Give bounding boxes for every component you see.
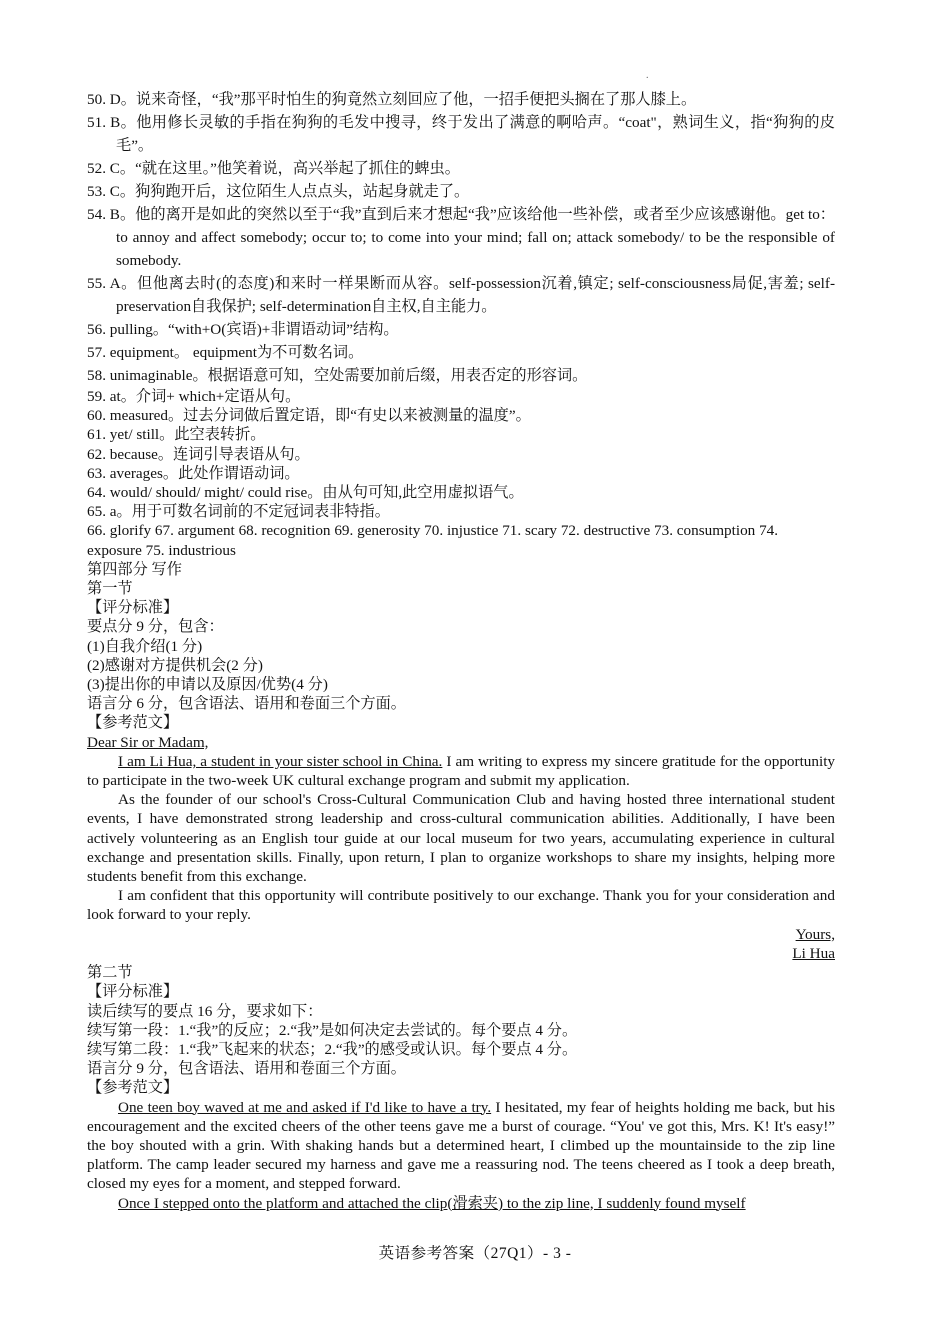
answer-item: 60. measured。过去分词做后置定语，即“有史以来被测量的温度”。	[87, 407, 531, 425]
answer-item: 66. glorify 67. argument 68. recognition 69. generosity 70. injustice 71. scary 72. destructive 73. consumption 74. exposure 75. industrious	[87, 522, 779, 559]
section1-criteria-line: 要点分 9 分，包含：	[87, 618, 224, 636]
answer-item: 64. would/ should/ might/ could rise。由从句可知,此空用虚拟语气。	[87, 484, 524, 502]
letter-paragraph-1	[87, 752, 835, 790]
answer-item: 52. C。“就在这里。”他笑着说，高兴举起了抓住的蜱虫。	[87, 160, 460, 177]
section2-criteria-line: 读后续写的要点 16 分，要求如下：	[87, 1002, 323, 1020]
answer-item: 51. B。他用修长灵敏的手指在狗狗的毛发中搜寻，终于发出了满意的啊哈声。“coat"，熟词生义，指“狗狗的皮毛”。	[87, 114, 835, 154]
answer-item: 65. a。用于可数名词前的不定冠词表非特指。	[87, 503, 390, 521]
letter-topic-sentence: I am Li Hua, a student in your sister school in China.	[118, 752, 443, 770]
answer-item: 59. at。介词+ which+定语从句。	[87, 388, 301, 405]
part4-title: 第四部分 写作	[87, 560, 182, 578]
answer-item: 56. pulling。“with+O(宾语)+非谓语动词”结构。	[87, 321, 399, 338]
story-paragraph-1-opening: One teen boy waved at me and asked if I'd like to have a try.	[118, 1098, 492, 1116]
page-footer: 英语参考答案（27Q1）- 3 -	[378, 1245, 572, 1262]
letter-signature: Li Hua	[792, 944, 835, 962]
answer-item: 57. equipment。 equipment为不可数名词。	[87, 344, 364, 361]
answer-list-grammar-fill	[87, 387, 835, 560]
answer-list-multiple-choice	[87, 88, 835, 387]
answer-item: 55. A。但他离去时(的态度)和来时一样果断而从容。self-possession沉着,镇定; self-consciousness局促,害羞; self-preservation自我保护; self-determination自主权,自主能力。	[87, 275, 835, 315]
section1-criteria-line: (3)提出你的申请以及原因/优势(4 分)	[87, 676, 328, 694]
answer-item: 50. D。说来奇怪，“我”那平时怕生的狗竟然立刻回应了他，一招手便把头搁在了那人膝上。	[87, 91, 697, 108]
section2-criteria-line: 续写第一段：1.“我”的反应；2.“我”是如何决定去尝试的。每个要点 4 分。	[87, 1021, 578, 1039]
section1-criteria-line: (1)自我介绍(1 分)	[87, 637, 203, 655]
top-mark: .	[646, 70, 649, 81]
letter-salutation: Dear Sir or Madam,	[87, 733, 209, 751]
section1-sample-heading: 【参考范文】	[87, 714, 179, 732]
section2-criteria-line: 语言分 9 分，包含语法、语用和卷面三个方面。	[87, 1060, 406, 1078]
story-paragraph-2-opening: Once I stepped onto the platform and attached the clip(滑索夹) to the zip line, I suddenly found myself	[118, 1194, 746, 1212]
letter-closing: Yours,	[795, 925, 835, 943]
section2-sample-heading: 【参考范文】	[87, 1079, 179, 1097]
answer-item: 54. B。他的离开是如此的突然以至于“我”直到后来才想起“我”应该给他一些补偿，或者至少应该感谢他。get to： to annoy and affect somebody; occur to; to come into your mind; fall on; attack somebody/ to be the responsible of somebody.	[87, 206, 835, 269]
letter-paragraph-1-body: I am writing to express my sincere gratitude for the opportunity to participate in the two-week UK cultural exchange program and submit my application.	[87, 752, 836, 790]
story-paragraph-2	[87, 1194, 835, 1213]
letter-paragraph-3: I am confident that this opportunity will contribute positively to our exchange. Thank you for your consideration and look forward to your reply.	[87, 887, 835, 924]
section1-title: 第一节	[87, 580, 133, 598]
answer-item: 53. C。狗狗跑开后，这位陌生人点点头，站起身就走了。	[87, 183, 470, 200]
page-content	[87, 88, 835, 1213]
section1-criteria-heading: 【评分标准】	[87, 599, 179, 617]
answer-item: 58. unimaginable。根据语意可知，空处需要加前后缀，用表否定的形容词。	[87, 367, 588, 384]
answer-item: 61. yet/ still。此空表转折。	[87, 426, 266, 444]
answer-item: 62. because。连词引导表语从句。	[87, 445, 310, 463]
section1-criteria-line: 语言分 6 分，包含语法、语用和卷面三个方面。	[87, 695, 406, 713]
section1-criteria-line: (2)感谢对方提供机会(2 分)	[87, 656, 263, 674]
story-paragraph-1	[87, 1098, 835, 1194]
story-paragraph-1-body: I hesitated, my fear of heights holding me back, but his encouragement and the excited cheers of the other teens gave me a burst of courage. “You' ve got this, Mrs. K! It's easy!” the boy shouted with a grin. With shaking hands but a determined heart, I climbed up the mountainside to the zip line platform. The camp leader secured my harness and gave me a reassuring nod. The teens cheered as I took a deep breath, closed my eyes for a moment, and stepped forward.	[87, 1098, 836, 1193]
section2-criteria-heading: 【评分标准】	[87, 983, 179, 1001]
letter-paragraph-2: As the founder of our school's Cross-Cultural Communication Club and having hosted three international student events, I have demonstrated strong leadership and cross-cultural communication abilities. Additionally, I have been actively volunteering as an English tour guide at our local museum for two years, accumulating experience in cultural exchange and presentation skills. Finally, upon return, I plan to organize workshops to share my insights, helping more students benefit from this exchange.	[87, 791, 835, 886]
section2-criteria-line: 续写第二段：1.“我”飞起来的状态；2.“我”的感受或认识。每个要点 4 分。	[87, 1040, 578, 1058]
section2-title: 第二节	[87, 964, 133, 982]
answer-item: 63. averages。此处作谓语动词。	[87, 464, 300, 482]
